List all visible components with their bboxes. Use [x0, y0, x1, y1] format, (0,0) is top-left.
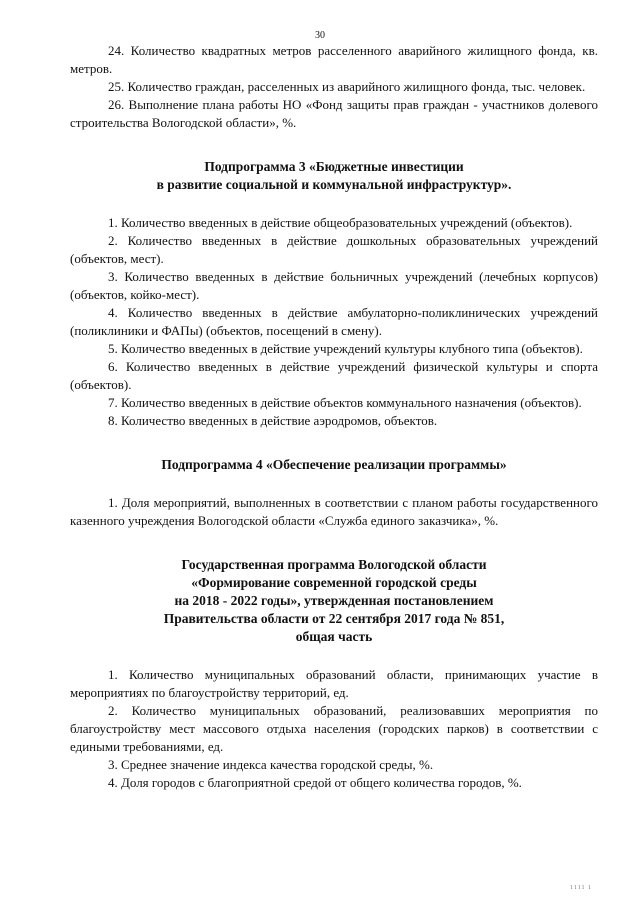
list-item: 1. Доля мероприятий, выполненных в соответствии с планом работы государственного казенного учреждения Вологодской области «Служба единого заказчика», %.	[70, 495, 598, 528]
scan-mark: 1111 1	[570, 885, 592, 891]
heading-line: в развитие социальной и коммунальной инфраструктур».	[156, 177, 512, 192]
state-program-heading	[70, 556, 598, 646]
heading-line: на 2018 - 2022 годы», утвержденная постановлением	[174, 593, 494, 608]
heading-line: Государственная программа Вологодской области	[181, 557, 487, 572]
heading-line: «Формирование современной городской среды	[191, 575, 477, 590]
list-item: 4. Доля городов с благоприятной средой от общего количества городов, %.	[108, 775, 522, 790]
list-item: 7. Количество введенных в действие объектов коммунального назначения (объектов).	[108, 395, 582, 410]
subprogram-4-heading: Подпрограмма 4 «Обеспечение реализации программы»	[161, 457, 507, 472]
heading-line: Подпрограмма 3 «Бюджетные инвестиции	[204, 159, 464, 174]
list-item: 3. Среднее значение индекса качества городской среды, %.	[108, 757, 434, 772]
page-number: 30	[315, 30, 325, 41]
list-item: 2. Количество муниципальных образований, реализовавших мероприятия по благоустройству мест массового отдыха населения (городских парков) в соответствии с едиными требованиями, ед.	[70, 703, 598, 754]
document-body	[70, 42, 598, 792]
list-item: 4. Количество введенных в действие амбулаторно-поликлинических учреждений (поликлиники и ФАПы) (объектов, посещений в смену).	[70, 305, 598, 338]
list-item: 5. Количество введенных в действие учреждений культуры клубного типа (объектов).	[108, 341, 583, 356]
heading-line: общая часть	[295, 629, 373, 644]
list-item: 1. Количество муниципальных образований области, принимающих участие в мероприятиях по благоустройству территорий, ед.	[70, 667, 598, 700]
subprogram-3-heading	[70, 158, 598, 194]
list-item: 26. Выполнение плана работы НО «Фонд защиты прав граждан - участников долевого строительства Вологодской области», %.	[70, 97, 598, 130]
list-item: 2. Количество введенных в действие дошкольных образовательных учреждений (объектов, мест).	[70, 233, 598, 266]
list-item: 3. Количество введенных в действие больничных учреждений (лечебных корпусов) (объектов, койко-мест).	[70, 269, 598, 302]
heading-line: Правительства области от 22 сентября 2017 года № 851,	[163, 611, 505, 626]
list-item: 24. Количество квадратных метров расселенного аварийного жилищного фонда, кв. метров.	[70, 43, 598, 76]
list-item: 25. Количество граждан, расселенных из аварийного жилищного фонда, тыс. человек.	[108, 79, 586, 94]
list-item: 1. Количество введенных в действие общеобразовательных учреждений (объектов).	[108, 215, 573, 230]
list-item: 8. Количество введенных в действие аэродромов, объектов.	[108, 413, 438, 428]
list-item: 6. Количество введенных в действие учреждений физической культуры и спорта (объектов).	[70, 359, 598, 392]
